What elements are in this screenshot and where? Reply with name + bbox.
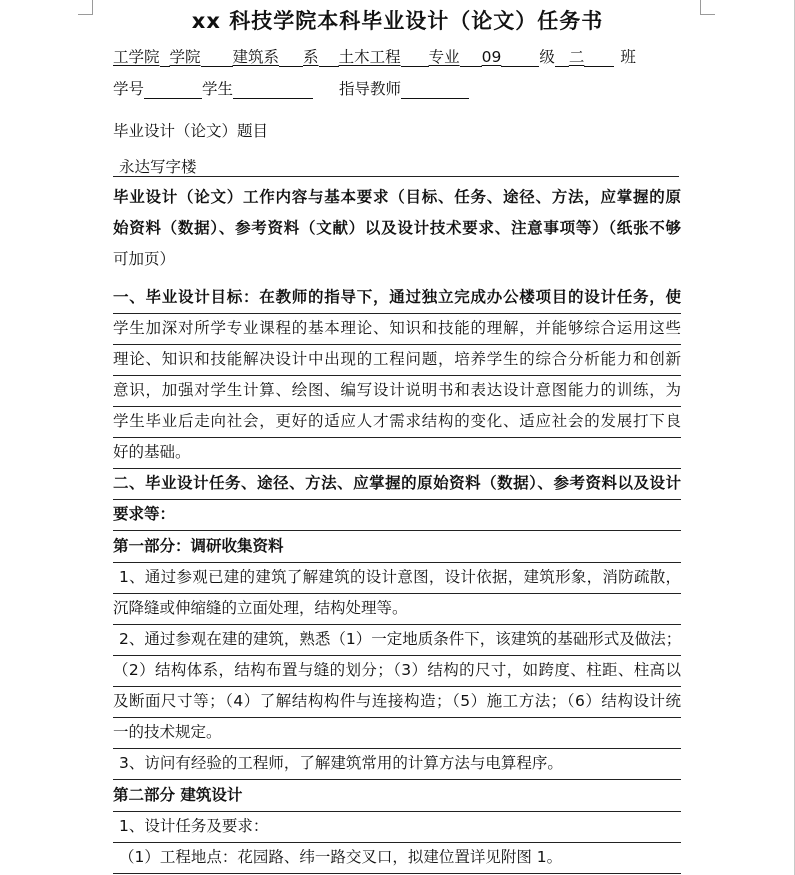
part-2-item-1-1-text: （1）工程地点：花园路、纬一路交叉口，拟建位置详见附图 1。 (113, 843, 681, 874)
student-id-field[interactable] (144, 80, 202, 99)
part-1-heading (113, 532, 681, 563)
topic-underline (113, 176, 679, 177)
student-id-label: 学号 (113, 80, 145, 98)
department-value: 建筑系 (232, 48, 280, 66)
major-value: 土木工程 (338, 48, 401, 66)
section-2-line: 二、毕业设计任务、途径、方法、应掌握的原始资料（数据）、参考资料以及设计 (113, 469, 681, 500)
part-1-item-2-line: 2、通过参观在建的建筑，熟悉（1）一定地质条件下，该建筑的基础形式及做法； (113, 625, 681, 656)
advisor-label: 指导教师 (339, 80, 402, 98)
part-1-heading-text: 第一部分：调研收集资料 (113, 532, 681, 563)
grade-label: 级 (539, 48, 555, 66)
part-1-item-2 (113, 625, 681, 749)
section-2-tasks (113, 469, 681, 531)
department-label: 系 (303, 48, 319, 66)
class-label: 班 (620, 48, 636, 66)
requirements-line: 毕业设计（论文）工作内容与基本要求（目标、任务、途径、方法，应掌握的原 (113, 188, 681, 206)
part-1-item-2-line: 一的技术规定。 (113, 718, 681, 749)
requirements-heading (113, 183, 681, 276)
student-info-line-1 (113, 47, 636, 67)
part-2-item-1-1 (113, 843, 681, 874)
section-1-line-text: 一、毕业设计目标：在教师的指导下，通过独立完成办公楼项目的设计任务，使 (113, 288, 681, 306)
part-2-item-1 (113, 812, 681, 843)
part-1-item-2-line: （2）结构体系，结构布置与缝的划分；（3）结构的尺寸，如跨度、柱距、柱高以 (113, 656, 681, 687)
student-name-field[interactable] (233, 80, 313, 99)
section-1-line: 好的基础。 (113, 438, 681, 469)
section-1-line: 理论、知识和技能解决设计中出现的工程问题，培养学生的综合分析能力和创新 (113, 345, 681, 376)
part-1-item-2-line: 及断面尺寸等；（4）了解结构构件与连接构造；（5）施工方法；（6）结构设计统 (113, 687, 681, 718)
part-1-item-1-line: 1、通过参观已建的建筑了解建筑的设计意图，设计依据，建筑形象，消防疏散， (113, 563, 681, 594)
part-1-item-1 (113, 563, 681, 625)
part-2-item-1-text: 1、设计任务及要求： (113, 812, 681, 843)
college-label: 学院 (169, 48, 201, 66)
part-2-heading (113, 781, 681, 812)
section-1-line: 意识，加强对学生计算、绘图、编写设计说明书和表达设计意图能力的训练，为 (113, 376, 681, 407)
advisor-field[interactable] (401, 80, 469, 99)
major-label: 专业 (428, 48, 460, 66)
section-1-line: 学生毕业后走向社会，更好的适应人才需求结构的变化、适应社会的发展打下良 (113, 407, 681, 438)
part-1-item-1-line: 沉降缝或伸缩缝的立面处理，结构处理等。 (113, 594, 681, 625)
requirements-line: 始资料（数据）、参考资料（文献）以及设计技术要求、注意事项等）（纸张不够 (113, 219, 681, 237)
part-2-heading-text: 第二部分 建筑设计 (113, 781, 681, 812)
section-1-line: 学生加深对所学专业课程的基本理论、知识和技能的理解，并能够综合运用这些 (113, 314, 681, 345)
student-info-line-2 (113, 79, 469, 99)
requirements-line: 可加页） (113, 250, 176, 268)
part-1-item-3 (113, 749, 681, 780)
topic-label: 毕业设计（论文）题目 (113, 122, 269, 140)
section-1-goal (113, 283, 681, 469)
section-1-line (113, 283, 681, 314)
part-1-item-3-text: 3、访问有经验的工程师，了解建筑常用的计算方法与电算程序。 (113, 749, 681, 780)
college-value: 工学院 (113, 48, 160, 66)
student-name-label: 学生 (202, 80, 234, 98)
section-2-line: 要求等： (113, 500, 681, 531)
topic-value: 永达写字楼 (119, 158, 197, 176)
class-value: 二 (568, 48, 585, 66)
document-title: xx 科技学院本科毕业设计（论文）任务书 (191, 9, 604, 33)
grade-value: 09 (481, 48, 502, 66)
